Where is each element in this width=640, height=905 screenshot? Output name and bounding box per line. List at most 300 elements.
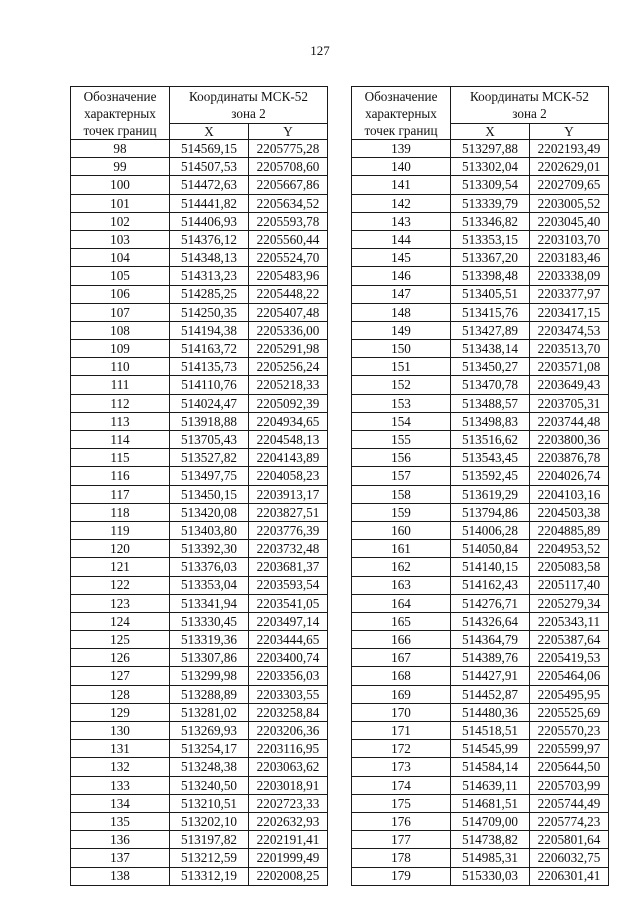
- x-coordinate-cell: 513299,98: [170, 667, 249, 685]
- table-row: [352, 685, 609, 703]
- point-number-cell: 156: [352, 449, 451, 467]
- x-coordinate-cell: 513367,20: [451, 249, 530, 267]
- point-number-cell: 164: [352, 594, 451, 612]
- table-row: [352, 249, 609, 267]
- y-coordinate-cell: 2203649,43: [530, 376, 609, 394]
- table-row: [71, 831, 328, 849]
- x-coordinate-cell: 513794,86: [451, 503, 530, 521]
- header-point-line: характерных: [365, 106, 437, 121]
- y-coordinate-cell: 2205083,58: [530, 558, 609, 576]
- x-coordinate-cell: 513353,04: [170, 576, 249, 594]
- x-coordinate-cell: 513307,86: [170, 649, 249, 667]
- point-number-cell: 155: [352, 431, 451, 449]
- table-row: [352, 794, 609, 812]
- table-row: [71, 212, 328, 230]
- table-row: [71, 340, 328, 358]
- table-row: [71, 812, 328, 830]
- table-row: [352, 376, 609, 394]
- table-row: [352, 230, 609, 248]
- page-number: 127: [310, 43, 330, 58]
- y-coordinate-cell: 2205703,99: [530, 776, 609, 794]
- x-coordinate-cell: 513450,27: [451, 358, 530, 376]
- y-coordinate-cell: 2205256,24: [249, 358, 328, 376]
- x-coordinate-cell: 513527,82: [170, 449, 249, 467]
- y-coordinate-cell: 2204026,74: [530, 467, 609, 485]
- point-number-cell: 159: [352, 503, 451, 521]
- x-coordinate-cell: 514480,36: [451, 703, 530, 721]
- table-row: [71, 685, 328, 703]
- y-coordinate-cell: 2202193,49: [530, 140, 609, 158]
- point-number-cell: 134: [71, 794, 170, 812]
- point-number-cell: 118: [71, 503, 170, 521]
- y-coordinate-cell: 2204953,52: [530, 540, 609, 558]
- x-coordinate-cell: 513346,82: [451, 212, 530, 230]
- x-coordinate-cell: 513405,51: [451, 285, 530, 303]
- header-coordinates-line: Координаты МСК-52: [470, 89, 589, 104]
- x-coordinate-cell: 513543,45: [451, 449, 530, 467]
- x-coordinate-cell: 513705,43: [170, 431, 249, 449]
- point-number-cell: 104: [71, 249, 170, 267]
- x-coordinate-cell: 513438,14: [451, 340, 530, 358]
- table-row: [352, 558, 609, 576]
- point-number-cell: 148: [352, 303, 451, 321]
- header-coordinates: [451, 87, 609, 124]
- y-coordinate-cell: 2205218,33: [249, 376, 328, 394]
- table-row: [352, 703, 609, 721]
- y-coordinate-cell: 2205092,39: [249, 394, 328, 412]
- point-number-cell: 130: [71, 722, 170, 740]
- point-number-cell: 132: [71, 758, 170, 776]
- point-number-cell: 110: [71, 358, 170, 376]
- y-coordinate-cell: 2205525,69: [530, 703, 609, 721]
- header-y: Y: [249, 124, 328, 140]
- table-row: [352, 631, 609, 649]
- point-number-cell: 146: [352, 267, 451, 285]
- table-row: [352, 267, 609, 285]
- y-coordinate-cell: 2203183,46: [530, 249, 609, 267]
- table-row: [71, 412, 328, 430]
- x-coordinate-cell: 513297,88: [451, 140, 530, 158]
- y-coordinate-cell: 2204548,13: [249, 431, 328, 449]
- y-coordinate-cell: 2203876,78: [530, 449, 609, 467]
- x-coordinate-cell: 514313,23: [170, 267, 249, 285]
- y-coordinate-cell: 2204885,89: [530, 521, 609, 539]
- point-number-cell: 141: [352, 176, 451, 194]
- y-coordinate-cell: 2204934,65: [249, 412, 328, 430]
- point-number-cell: 173: [352, 758, 451, 776]
- table-row: [71, 176, 328, 194]
- point-number-cell: 157: [352, 467, 451, 485]
- y-coordinate-cell: 2205599,97: [530, 740, 609, 758]
- point-number-cell: 122: [71, 576, 170, 594]
- x-coordinate-cell: 514024,47: [170, 394, 249, 412]
- x-coordinate-cell: 513341,94: [170, 594, 249, 612]
- point-number-cell: 135: [71, 812, 170, 830]
- y-coordinate-cell: 2206032,75: [530, 849, 609, 867]
- y-coordinate-cell: 2203800,36: [530, 431, 609, 449]
- y-coordinate-cell: 2205744,49: [530, 794, 609, 812]
- y-coordinate-cell: 2205775,28: [249, 140, 328, 158]
- x-coordinate-cell: 513427,89: [451, 321, 530, 339]
- table-row: [352, 158, 609, 176]
- point-number-cell: 102: [71, 212, 170, 230]
- x-coordinate-cell: 513376,03: [170, 558, 249, 576]
- y-coordinate-cell: 2203005,52: [530, 194, 609, 212]
- x-coordinate-cell: 513415,76: [451, 303, 530, 321]
- point-number-cell: 109: [71, 340, 170, 358]
- x-coordinate-cell: 513398,48: [451, 267, 530, 285]
- table-row: [71, 558, 328, 576]
- x-coordinate-cell: 514985,31: [451, 849, 530, 867]
- point-number-cell: 175: [352, 794, 451, 812]
- table-row: [352, 485, 609, 503]
- x-coordinate-cell: 514135,73: [170, 358, 249, 376]
- table-row: [352, 467, 609, 485]
- table-row: [71, 794, 328, 812]
- y-coordinate-cell: 2206301,41: [530, 867, 609, 885]
- x-coordinate-cell: 515330,03: [451, 867, 530, 885]
- point-number-cell: 139: [352, 140, 451, 158]
- table-row: [352, 867, 609, 885]
- point-number-cell: 131: [71, 740, 170, 758]
- table-row: [352, 758, 609, 776]
- point-number-cell: 168: [352, 667, 451, 685]
- header-point-designation: [352, 87, 451, 140]
- point-number-cell: 101: [71, 194, 170, 212]
- table-row: [352, 176, 609, 194]
- table-row: [352, 394, 609, 412]
- y-coordinate-cell: 2203417,15: [530, 303, 609, 321]
- point-number-cell: 151: [352, 358, 451, 376]
- y-coordinate-cell: 2203018,91: [249, 776, 328, 794]
- table-row: [352, 303, 609, 321]
- x-coordinate-cell: 514545,99: [451, 740, 530, 758]
- point-number-cell: 167: [352, 649, 451, 667]
- point-number-cell: 169: [352, 685, 451, 703]
- table-row: [71, 667, 328, 685]
- point-number-cell: 121: [71, 558, 170, 576]
- y-coordinate-cell: 2203744,48: [530, 412, 609, 430]
- table-row: [71, 158, 328, 176]
- x-coordinate-cell: 514140,15: [451, 558, 530, 576]
- y-coordinate-cell: 2205593,78: [249, 212, 328, 230]
- table-row: [352, 540, 609, 558]
- x-coordinate-cell: 514472,63: [170, 176, 249, 194]
- point-number-cell: 100: [71, 176, 170, 194]
- x-coordinate-cell: 513470,78: [451, 376, 530, 394]
- y-coordinate-cell: 2203206,36: [249, 722, 328, 740]
- header-coordinates: [170, 87, 328, 124]
- header-point-line: точек границ: [364, 123, 438, 138]
- point-number-cell: 153: [352, 394, 451, 412]
- table-row: [352, 412, 609, 430]
- x-coordinate-cell: 513592,45: [451, 467, 530, 485]
- y-coordinate-cell: 2205343,11: [530, 612, 609, 630]
- point-number-cell: 177: [352, 831, 451, 849]
- point-number-cell: 142: [352, 194, 451, 212]
- x-coordinate-cell: 513302,04: [451, 158, 530, 176]
- x-coordinate-cell: 513619,29: [451, 485, 530, 503]
- y-coordinate-cell: 2205495,95: [530, 685, 609, 703]
- table-row: [352, 212, 609, 230]
- x-coordinate-cell: 513498,83: [451, 412, 530, 430]
- header-x: X: [170, 124, 249, 140]
- x-coordinate-cell: 514006,28: [451, 521, 530, 539]
- table-row: [352, 722, 609, 740]
- y-coordinate-cell: 2203474,53: [530, 321, 609, 339]
- table-row: [71, 249, 328, 267]
- point-number-cell: 117: [71, 485, 170, 503]
- y-coordinate-cell: 2202008,25: [249, 867, 328, 885]
- y-coordinate-cell: 2205483,96: [249, 267, 328, 285]
- table-row: [71, 394, 328, 412]
- point-number-cell: 154: [352, 412, 451, 430]
- point-number-cell: 160: [352, 521, 451, 539]
- table-row: [71, 776, 328, 794]
- table-row: [71, 703, 328, 721]
- point-number-cell: 162: [352, 558, 451, 576]
- y-coordinate-cell: 2205407,48: [249, 303, 328, 321]
- x-coordinate-cell: 514163,72: [170, 340, 249, 358]
- x-coordinate-cell: 513254,17: [170, 740, 249, 758]
- table-row: [352, 449, 609, 467]
- x-coordinate-cell: 514194,38: [170, 321, 249, 339]
- x-coordinate-cell: 513353,15: [451, 230, 530, 248]
- x-coordinate-cell: 514050,84: [451, 540, 530, 558]
- y-coordinate-cell: 2203681,37: [249, 558, 328, 576]
- header-coordinates-line: Координаты МСК-52: [189, 89, 308, 104]
- x-coordinate-cell: 513497,75: [170, 467, 249, 485]
- table-row: [352, 358, 609, 376]
- point-number-cell: 123: [71, 594, 170, 612]
- table-row: [352, 576, 609, 594]
- table-row: [71, 431, 328, 449]
- point-number-cell: 161: [352, 540, 451, 558]
- header-x: X: [451, 124, 530, 140]
- point-number-cell: 171: [352, 722, 451, 740]
- header-point-line: точек границ: [83, 123, 157, 138]
- point-number-cell: 137: [71, 849, 170, 867]
- y-coordinate-cell: 2205708,60: [249, 158, 328, 176]
- point-number-cell: 124: [71, 612, 170, 630]
- y-coordinate-cell: 2203063,62: [249, 758, 328, 776]
- table-row: [352, 194, 609, 212]
- point-number-cell: 127: [71, 667, 170, 685]
- x-coordinate-cell: 514518,51: [451, 722, 530, 740]
- table-row: [71, 521, 328, 539]
- point-number-cell: 116: [71, 467, 170, 485]
- x-coordinate-cell: 514162,43: [451, 576, 530, 594]
- point-number-cell: 119: [71, 521, 170, 539]
- y-coordinate-cell: 2203497,14: [249, 612, 328, 630]
- y-coordinate-cell: 2205291,98: [249, 340, 328, 358]
- x-coordinate-cell: 513339,79: [451, 194, 530, 212]
- table-row: [352, 740, 609, 758]
- x-coordinate-cell: 513516,62: [451, 431, 530, 449]
- table-row: [352, 667, 609, 685]
- table-row: [71, 358, 328, 376]
- y-coordinate-cell: 2205336,00: [249, 321, 328, 339]
- point-number-cell: 165: [352, 612, 451, 630]
- point-number-cell: 114: [71, 431, 170, 449]
- table-row: [71, 194, 328, 212]
- table-row: [352, 521, 609, 539]
- point-number-cell: 129: [71, 703, 170, 721]
- y-coordinate-cell: 2204058,23: [249, 467, 328, 485]
- point-number-cell: 99: [71, 158, 170, 176]
- point-number-cell: 145: [352, 249, 451, 267]
- point-number-cell: 152: [352, 376, 451, 394]
- point-number-cell: 107: [71, 303, 170, 321]
- y-coordinate-cell: 2205774,23: [530, 812, 609, 830]
- header-y: Y: [530, 124, 609, 140]
- point-number-cell: 136: [71, 831, 170, 849]
- table-row: [71, 631, 328, 649]
- y-coordinate-cell: 2203258,84: [249, 703, 328, 721]
- y-coordinate-cell: 2203541,05: [249, 594, 328, 612]
- table-row: [71, 467, 328, 485]
- y-coordinate-cell: 2201999,49: [249, 849, 328, 867]
- x-coordinate-cell: 513420,08: [170, 503, 249, 521]
- point-number-cell: 140: [352, 158, 451, 176]
- x-coordinate-cell: 514364,79: [451, 631, 530, 649]
- y-coordinate-cell: 2205117,40: [530, 576, 609, 594]
- y-coordinate-cell: 2203913,17: [249, 485, 328, 503]
- table-row: [352, 812, 609, 830]
- table-row: [71, 285, 328, 303]
- point-number-cell: 178: [352, 849, 451, 867]
- y-coordinate-cell: 2203116,95: [249, 740, 328, 758]
- table-row: [71, 303, 328, 321]
- y-coordinate-cell: 2203593,54: [249, 576, 328, 594]
- x-coordinate-cell: 514276,71: [451, 594, 530, 612]
- point-number-cell: 106: [71, 285, 170, 303]
- point-number-cell: 166: [352, 631, 451, 649]
- y-coordinate-cell: 2203103,70: [530, 230, 609, 248]
- x-coordinate-cell: 513312,19: [170, 867, 249, 885]
- table-row: [71, 867, 328, 885]
- table-row: [71, 594, 328, 612]
- x-coordinate-cell: 514406,93: [170, 212, 249, 230]
- x-coordinate-cell: 514452,87: [451, 685, 530, 703]
- x-coordinate-cell: 514326,64: [451, 612, 530, 630]
- x-coordinate-cell: 514738,82: [451, 831, 530, 849]
- point-number-cell: 150: [352, 340, 451, 358]
- table-row: [352, 831, 609, 849]
- point-number-cell: 172: [352, 740, 451, 758]
- y-coordinate-cell: 2202629,01: [530, 158, 609, 176]
- point-number-cell: 133: [71, 776, 170, 794]
- y-coordinate-cell: 2205387,64: [530, 631, 609, 649]
- y-coordinate-cell: 2205279,34: [530, 594, 609, 612]
- x-coordinate-cell: 513309,54: [451, 176, 530, 194]
- table-row: [71, 376, 328, 394]
- table-row: [352, 321, 609, 339]
- table-row: [352, 849, 609, 867]
- header-point-designation: [71, 87, 170, 140]
- point-number-cell: 112: [71, 394, 170, 412]
- x-coordinate-cell: 514285,25: [170, 285, 249, 303]
- x-coordinate-cell: 513197,82: [170, 831, 249, 849]
- table-row: [71, 321, 328, 339]
- x-coordinate-cell: 513450,15: [170, 485, 249, 503]
- y-coordinate-cell: 2204103,16: [530, 485, 609, 503]
- point-number-cell: 174: [352, 776, 451, 794]
- y-coordinate-cell: 2203827,51: [249, 503, 328, 521]
- y-coordinate-cell: 2203400,74: [249, 649, 328, 667]
- y-coordinate-cell: 2203571,08: [530, 358, 609, 376]
- table-row: [71, 540, 328, 558]
- x-coordinate-cell: 514389,76: [451, 649, 530, 667]
- y-coordinate-cell: 2205464,06: [530, 667, 609, 685]
- y-coordinate-cell: 2203513,70: [530, 340, 609, 358]
- point-number-cell: 111: [71, 376, 170, 394]
- point-number-cell: 149: [352, 321, 451, 339]
- x-coordinate-cell: 513403,80: [170, 521, 249, 539]
- table-row: [352, 503, 609, 521]
- table-row: [352, 431, 609, 449]
- table-body: [71, 140, 328, 886]
- y-coordinate-cell: 2202723,33: [249, 794, 328, 812]
- y-coordinate-cell: 2203705,31: [530, 394, 609, 412]
- y-coordinate-cell: 2202632,93: [249, 812, 328, 830]
- x-coordinate-cell: 514681,51: [451, 794, 530, 812]
- point-number-cell: 98: [71, 140, 170, 158]
- table-row: [71, 740, 328, 758]
- y-coordinate-cell: 2203444,65: [249, 631, 328, 649]
- x-coordinate-cell: 513281,02: [170, 703, 249, 721]
- x-coordinate-cell: 514507,53: [170, 158, 249, 176]
- y-coordinate-cell: 2203732,48: [249, 540, 328, 558]
- x-coordinate-cell: 514709,00: [451, 812, 530, 830]
- x-coordinate-cell: 514250,35: [170, 303, 249, 321]
- point-number-cell: 103: [71, 230, 170, 248]
- x-coordinate-cell: 513918,88: [170, 412, 249, 430]
- table-row: [71, 576, 328, 594]
- point-number-cell: 115: [71, 449, 170, 467]
- header-point-line: характерных: [84, 106, 156, 121]
- point-number-cell: 113: [71, 412, 170, 430]
- table-row: [71, 140, 328, 158]
- table-row: [352, 776, 609, 794]
- y-coordinate-cell: 2203303,55: [249, 685, 328, 703]
- coordinates-table-right: [351, 86, 609, 886]
- header-point-line: Обозначение: [83, 89, 157, 104]
- y-coordinate-cell: 2204503,38: [530, 503, 609, 521]
- y-coordinate-cell: 2205448,22: [249, 285, 328, 303]
- table-row: [71, 758, 328, 776]
- y-coordinate-cell: 2205419,53: [530, 649, 609, 667]
- table-row: [71, 649, 328, 667]
- table-row: [71, 267, 328, 285]
- point-number-cell: 163: [352, 576, 451, 594]
- y-coordinate-cell: 2205634,52: [249, 194, 328, 212]
- x-coordinate-cell: 513202,10: [170, 812, 249, 830]
- table-row: [352, 612, 609, 630]
- point-number-cell: 144: [352, 230, 451, 248]
- point-number-cell: 176: [352, 812, 451, 830]
- x-coordinate-cell: 513288,89: [170, 685, 249, 703]
- y-coordinate-cell: 2202191,41: [249, 831, 328, 849]
- point-number-cell: 170: [352, 703, 451, 721]
- x-coordinate-cell: 514569,15: [170, 140, 249, 158]
- table-row: [352, 649, 609, 667]
- point-number-cell: 179: [352, 867, 451, 885]
- x-coordinate-cell: 514348,13: [170, 249, 249, 267]
- x-coordinate-cell: 514110,76: [170, 376, 249, 394]
- header-coordinates-line: зона 2: [231, 106, 266, 121]
- point-number-cell: 125: [71, 631, 170, 649]
